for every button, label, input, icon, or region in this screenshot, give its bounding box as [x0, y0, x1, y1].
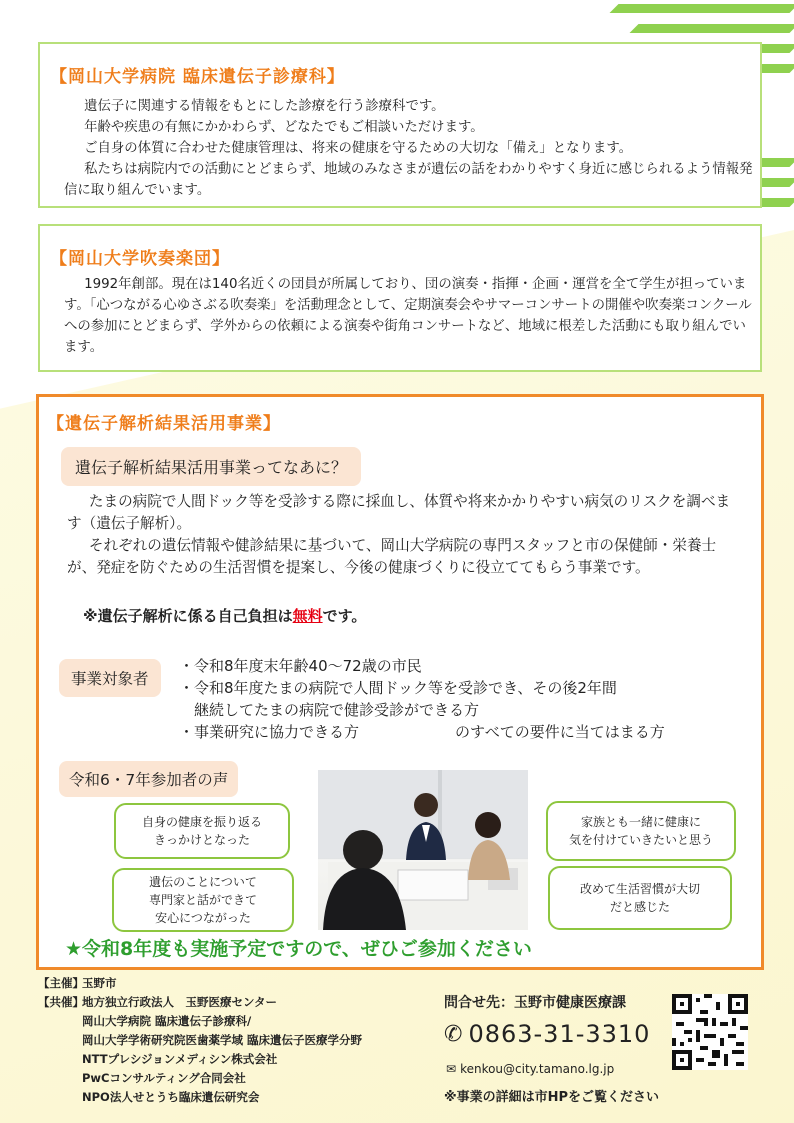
cohost-item: NTTプレシジョンメディシン株式会社 [82, 1052, 278, 1066]
organizers [38, 974, 362, 1107]
cohost-item: 岡山大学学術研究院医歯薬学域 臨床遺伝子医療学分野 [82, 1033, 363, 1047]
program-title: 【遺伝子解析結果活用事業】 [47, 414, 281, 434]
phone-number[interactable]: 0863-31-3310 [468, 1020, 651, 1048]
section-band-title: 【岡山大学吹奏楽団】 [50, 249, 230, 269]
hospital-line: 年齢や疾患の有無にかかわらず、どなたでもご相談いただけます。 [84, 120, 484, 135]
host-label: 【主催】 [38, 976, 84, 990]
hospital-line: 遺伝子に関連する情報をもとにした診療を行う診療科です。 [84, 99, 445, 114]
target-list [179, 655, 739, 743]
voice-bubble: 自身の健康を振り返る きっかけとなった [114, 803, 290, 859]
section-hospital [38, 42, 762, 208]
cohost-item: 地方独立行政法人 玉野医療センター [82, 995, 278, 1009]
free-label: 無料 [292, 607, 323, 625]
band-description: 1992年創部。現在は140名近くの団員が所属しており、団の演奏・指揮・企画・運営を全て学生が担っています。「心つながる心ゆさぶる吹奏楽」を活動理念として、定期演奏会やサマーコンサートの開催や吹奏楽コンクールへの参加にとどまらず、学外からの依頼による演奏や街角コンサートなど、地域に根差した活動にも取り組んでいます。 [64, 277, 752, 355]
qr-code-icon[interactable] [672, 994, 748, 1070]
target-item: ・令和8年度たまの病院で人間ドック等を受診でき、その後2年間 [179, 679, 617, 697]
host-name: 玉野市 [82, 976, 117, 990]
voice-bubble: 改めて生活習慣が大切 だと感じた [548, 866, 732, 930]
target-item: ・令和8年度末年齢40～72歳の市民 [179, 657, 422, 675]
target-suffix: のすべての要件に当てはまる方 [455, 723, 665, 741]
email-row [446, 1062, 614, 1076]
consultation-photo [318, 770, 528, 930]
cohost-item: NPO法人せとうち臨床遺伝研究会 [82, 1090, 260, 1104]
phone-row [444, 1020, 650, 1048]
mail-icon: ✉ [446, 1062, 457, 1076]
closing-message: ★令和8年度も実施予定ですので、ぜひご参加ください [65, 938, 532, 960]
voice-bubble: 遺伝のことについて 専門家と話ができて 安心につながった [112, 868, 294, 932]
email-address[interactable]: kenkou@city.tamano.lg.jp [460, 1062, 615, 1076]
program-question: 遺伝子解析結果活用事業ってなあに？ [61, 447, 361, 486]
hospital-line: ご自身の体質に合わせた健康管理は、将来の健康を守るための大切な「備え」となります。 [84, 141, 633, 156]
cost-note: ※遺伝子解析に係る自己負担は無料です。 [83, 607, 367, 625]
voices-label: 令和6・7年参加者の声 [59, 761, 238, 797]
target-label: 事業対象者 [59, 659, 161, 697]
target-item: ・事業研究に協力できる方 のすべての要件に当てはまる方 [179, 723, 665, 741]
program-paragraph: たまの病院で人間ドック等を受診する際に採血し、体質や将来かかりやすい病気のリスクを調べます（遺伝子解析）。 [67, 493, 731, 532]
phone-icon: ✆ [444, 1021, 463, 1047]
contact-title: 問合せ先：玉野市健康医療課 [444, 995, 626, 1011]
detail-note: ※事業の詳細は市HPをご覧ください [444, 1090, 660, 1105]
program-paragraph: それぞれの遺伝情報や健診結果に基づいて、岡山大学病院の専門スタッフと市の保健師・栄養士が、発症を防ぐための生活習慣を提案し、今後の健康づくりに役立ててもらう事業です。 [67, 537, 717, 576]
cohost-item: PwCコンサルティング合同会社 [82, 1071, 246, 1085]
target-item: 継続してたまの病院で健診受診ができる方 [179, 701, 480, 719]
hospital-line: 私たちは病院内での活動にとどまらず、地域のみなさまが遺伝の話をわかりやすく身近に感じられるよう情報発信に取り組んでいます。 [64, 162, 753, 198]
section-band [38, 224, 762, 372]
voice-bubble: 家族とも一緒に健康に 気を付けていきたいと思う [546, 801, 736, 861]
section-hospital-title: 【岡山大学病院 臨床遺伝子診療科】 [50, 67, 345, 87]
cohost-item: 岡山大学病院 臨床遺伝子診療科/ [82, 1014, 252, 1028]
cohost-label: 【共催】 [38, 995, 84, 1009]
